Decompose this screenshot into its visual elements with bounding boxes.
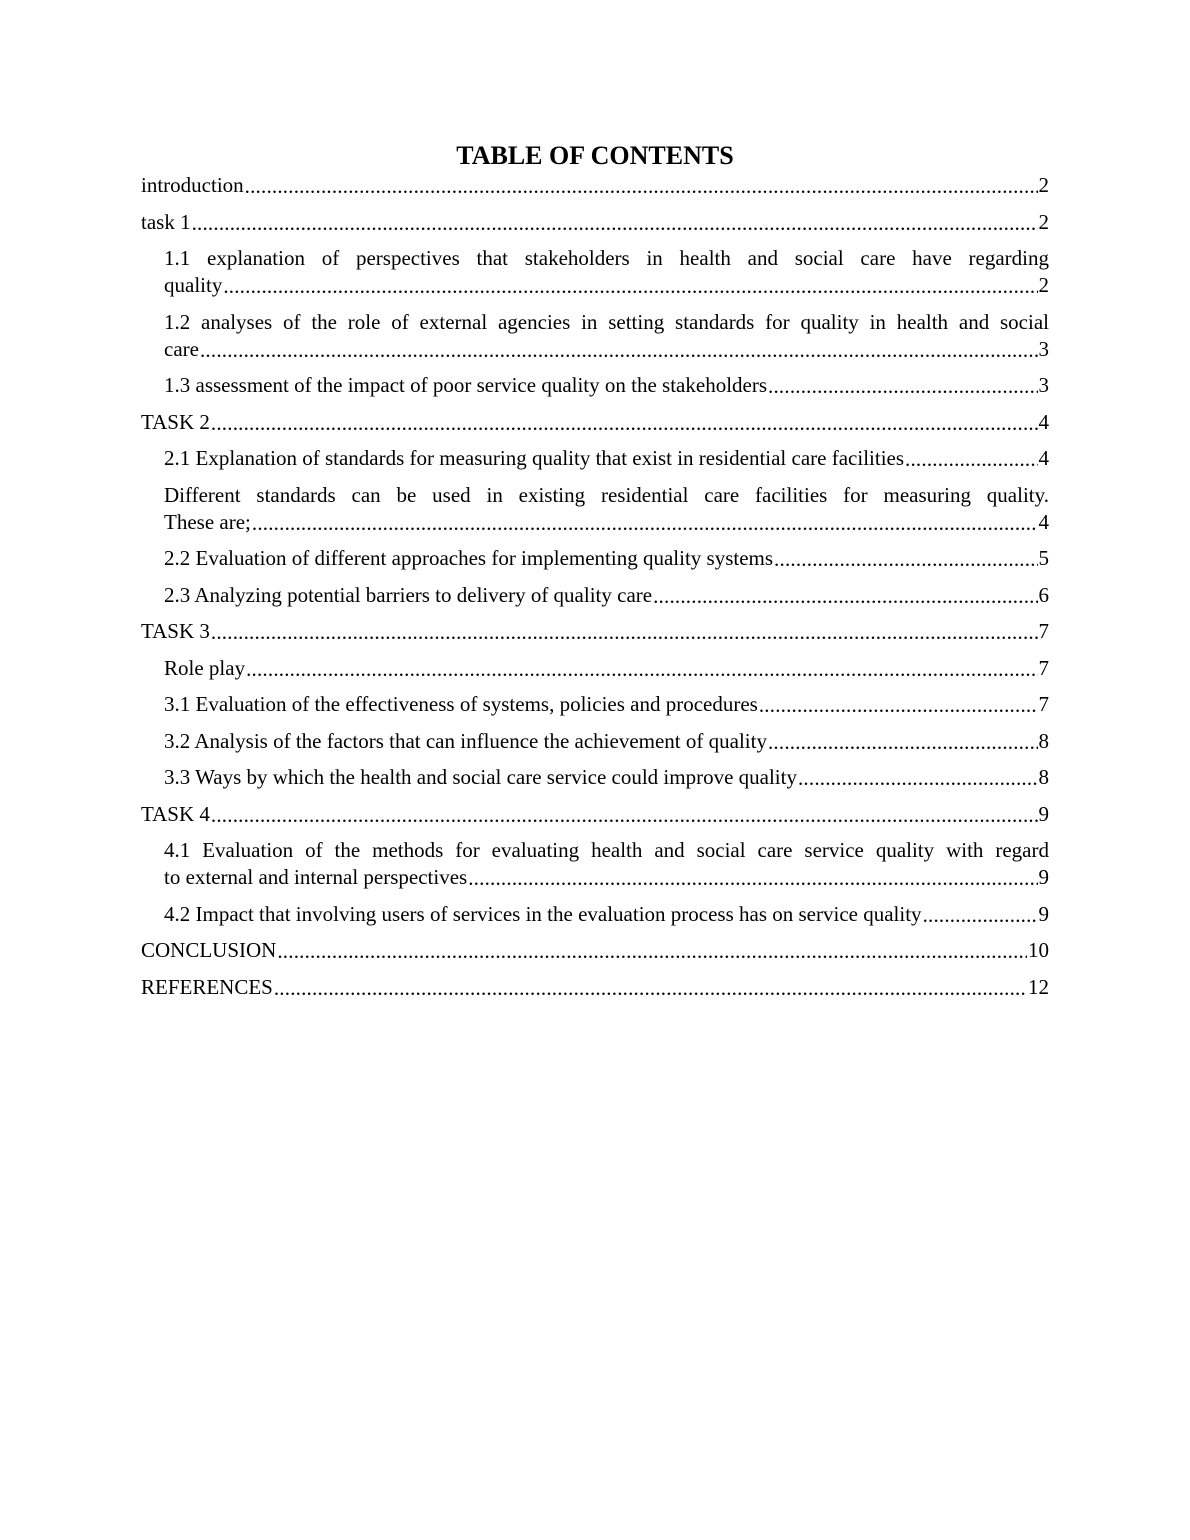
toc-entry-page: 12 <box>1028 974 1049 999</box>
toc-entry-page: 2 <box>1038 173 1049 197</box>
toc-entry-2-2[interactable] <box>164 545 1049 572</box>
toc-entry-page: 7 <box>1038 692 1049 716</box>
toc-entry-3-1[interactable] <box>164 691 1049 718</box>
toc-entry-page: 8 <box>1038 765 1049 789</box>
toc-entry-3-3[interactable] <box>164 764 1049 791</box>
toc-entry-text: TASK 3 ..... <box>141 619 211 643</box>
toc-entry-task-2[interactable] <box>141 409 1049 436</box>
toc-entry-introduction[interactable] <box>141 172 1049 199</box>
toc-entry-text: TASK 4 ..... <box>141 802 211 826</box>
toc-entry-page: 8 <box>1038 728 1049 753</box>
toc-entry-page: 10 <box>1028 938 1049 962</box>
toc-entry-page: 6 <box>1038 582 1049 607</box>
toc-entry-text: introduction ..... <box>141 173 245 197</box>
toc-entry-text-line2: to external and internal perspectives ..... 9 <box>164 864 1049 891</box>
toc-entry-4-2[interactable] <box>164 901 1049 928</box>
toc-entry-text: task 1 ..... <box>141 210 192 234</box>
toc-title: TABLE OF CONTENTS <box>456 141 734 170</box>
toc-entry-text: 2.2 Evaluation of different approaches for implementing quality systems ..... <box>164 546 774 570</box>
toc-entry-page: 4 <box>1038 409 1049 434</box>
toc-entry-page: 7 <box>1038 655 1049 680</box>
toc-entry-text: TASK 2 ..... <box>141 410 211 434</box>
toc-entry-references[interactable] <box>141 974 1049 1001</box>
toc-entry-2-3[interactable] <box>164 582 1049 609</box>
toc-entry-page: 4 <box>1038 446 1049 470</box>
toc-entry-text: 3.2 Analysis of the factors that can influence the achievement of quality ..... <box>164 729 768 753</box>
toc-entry-conclusion[interactable] <box>141 937 1049 964</box>
toc-entry-1-3[interactable] <box>164 372 1049 399</box>
toc-entry-1-2[interactable] <box>164 309 1049 363</box>
toc-entry-1-1[interactable] <box>164 245 1049 299</box>
toc-entry-3-2[interactable] <box>164 728 1049 755</box>
toc-entry-text-line1: 4.1 Evaluation of the methods for evaluating health and social care service quality with regard <box>164 838 1049 862</box>
toc-entry-text: 3.1 Evaluation of the effectiveness of systems, policies and procedures ..... <box>164 692 759 716</box>
toc-entry-text-line2: These are; ..... 4 <box>164 509 1049 536</box>
toc-entry-task-4[interactable] <box>141 801 1049 828</box>
toc-entry-text: 4.2 Impact that involving users of services in the evaluation process has on service quality ..... <box>164 902 923 926</box>
toc-entry-task-1[interactable] <box>141 209 1049 236</box>
toc-entry-text: 3.3 Ways by which the health and social care service could improve quality ..... <box>164 765 798 789</box>
toc-entry-text-line2: care ..... 3 <box>164 336 1049 363</box>
toc-entry-text: 2.3 Analyzing potential barriers to delivery of quality care ..... <box>164 583 653 607</box>
toc-entry-text: REFERENCES ..... <box>141 975 274 999</box>
toc-entry-page: 5 <box>1038 546 1049 570</box>
toc-entry-text: 1.3 assessment of the impact of poor service quality on the stakeholders ..... <box>164 373 768 397</box>
toc-entry-task-3[interactable] <box>141 618 1049 645</box>
toc-page <box>141 140 1049 1010</box>
toc-entry-different-standards[interactable] <box>164 482 1049 536</box>
toc-entry-text: Role play ..... <box>164 656 246 680</box>
toc-entry-page: 9 <box>1038 865 1049 889</box>
toc-entry-text-line1: 1.1 explanation of perspectives that stakeholders in health and social care have regarding <box>164 246 1049 270</box>
toc-entry-role-play[interactable] <box>164 655 1049 682</box>
toc-entry-page: 4 <box>1038 509 1049 534</box>
toc-entry-4-1[interactable] <box>164 837 1049 891</box>
toc-entry-page: 3 <box>1038 373 1049 397</box>
toc-entry-text: 2.1 Explanation of standards for measuring quality that exist in residential care facilities ..... <box>164 446 905 470</box>
toc-entry-page: 3 <box>1038 336 1049 361</box>
toc-entry-2-1[interactable] <box>164 445 1049 472</box>
toc-entry-page: 7 <box>1038 619 1049 643</box>
toc-entry-text: CONCLUSION ..... <box>141 938 277 962</box>
toc-entry-page: 9 <box>1038 801 1049 826</box>
toc-entry-page: 2 <box>1038 209 1049 234</box>
toc-entry-text-line1: 1.2 analyses of the role of external agencies in setting standards for quality in health and social <box>164 309 1049 334</box>
toc-entry-text-line1: Different standards can be used in existing residential care facilities for measuring quality. <box>164 482 1049 507</box>
toc-entry-text-line2: quality ..... 2 <box>164 272 1049 299</box>
toc-entry-page: 9 <box>1038 901 1049 926</box>
toc-entry-page: 2 <box>1038 273 1049 297</box>
